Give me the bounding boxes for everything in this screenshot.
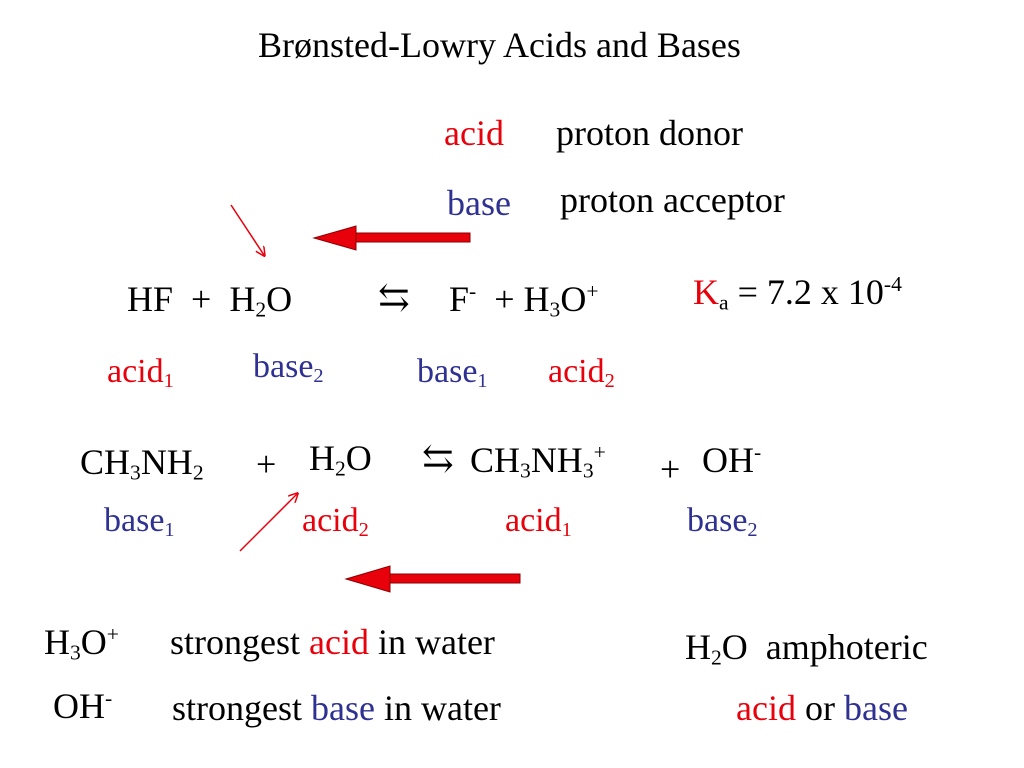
eq2-ch-sub: 3 <box>130 460 141 485</box>
eq2-label-acid2-text: acid <box>302 502 359 539</box>
eq1-h3o-sub: 3 <box>549 297 561 322</box>
ka-value: = 7.2 x 10 <box>728 272 884 312</box>
eq1-f-charge: - <box>469 279 477 304</box>
eq1-label-acid2-text: acid <box>548 353 605 390</box>
eq2-oh: OH <box>702 440 754 480</box>
eq1-water-sub: 2 <box>255 297 267 322</box>
eq2-water-h: H <box>309 438 335 478</box>
eq1-water-h: H <box>229 279 256 319</box>
amph-sub: 2 <box>711 645 722 670</box>
eq2-p-charge: + <box>593 440 606 465</box>
eq2-label-acid1-text: acid <box>505 502 562 539</box>
eq2-p-ch-sub: 3 <box>520 458 531 483</box>
eq2-oh-charge: - <box>754 440 762 465</box>
eq1-hf: HF <box>127 279 174 319</box>
bottom-h3o-h: H <box>44 622 70 662</box>
eq1-label-acid2-sub: 2 <box>604 370 615 393</box>
strongest-base-word: base <box>311 688 375 728</box>
eq2-ch: CH <box>80 442 131 482</box>
eq1-water-o: O <box>266 279 293 319</box>
strongest-base-pre: strongest <box>172 688 311 728</box>
eq2-nh-sub: 2 <box>192 460 204 485</box>
eq1-label-base1-text: base <box>417 353 478 390</box>
eq1-label-acid1-sub: 1 <box>163 370 174 393</box>
eq2-water-sub: 2 <box>335 456 346 481</box>
eq2-plus-1: + <box>256 444 277 484</box>
eq1-f: F <box>449 279 470 319</box>
big-left-arrow-icon <box>314 226 470 250</box>
eq1-label-base1-sub: 1 <box>477 370 488 393</box>
eq2-water-o: O <box>345 438 372 478</box>
strongest-base-post: in water <box>374 688 501 728</box>
amphoteric-word: amphoteric <box>765 627 928 667</box>
acid-definition: proton donor <box>556 113 743 153</box>
eq2-label-base1-text: base <box>104 502 165 539</box>
eq2-p-ch: CH <box>470 440 521 480</box>
amph-o: O <box>721 627 748 667</box>
base-definition: proton acceptor <box>560 180 785 220</box>
eq1-label-base2-sub: 2 <box>313 365 324 388</box>
eq2-label-base2-text: base <box>687 502 748 539</box>
equilibrium-arrow-icon: ⇆ <box>378 277 410 319</box>
bottom-h3o-charge: + <box>106 622 119 647</box>
strongest-acid-post: in water <box>368 622 495 662</box>
eq1-label-acid1-text: acid <box>107 353 164 390</box>
eq1-h3o-o: O <box>560 279 587 319</box>
ka-sub: a <box>719 290 729 315</box>
eq1-h3o-charge: + <box>586 279 599 304</box>
bottom-h3o-o: O <box>80 622 107 662</box>
eq2-p-nh-sub: 3 <box>582 458 594 483</box>
eq2-label-base2-sub: 2 <box>747 519 758 542</box>
amph-h: H <box>685 627 711 667</box>
acid-or-base-or: or <box>795 688 844 728</box>
bottom-h3o-sub: 3 <box>70 640 81 665</box>
bottom-oh-charge: - <box>105 686 113 711</box>
equilibrium-arrow-icon: ⇆ <box>422 438 454 480</box>
page-title: Brønsted-Lowry Acids and Bases <box>258 25 741 65</box>
strongest-acid-word: acid <box>309 622 369 662</box>
eq1-plus: + <box>191 279 212 319</box>
acid-or-base-acid: acid <box>736 688 796 728</box>
proton-transfer-arrow-icon <box>231 205 264 255</box>
eq2-plus-2: + <box>660 449 681 489</box>
eq2-nh: NH <box>140 442 193 482</box>
strongest-acid-pre: strongest <box>170 622 309 662</box>
proton-transfer-arrow-icon <box>240 494 297 551</box>
base-term: base <box>447 183 511 223</box>
eq1-plus-h: + H <box>494 279 550 319</box>
eq2-p-nh: NH <box>530 440 583 480</box>
ka-k: K <box>693 272 719 312</box>
eq2-label-acid2-sub: 2 <box>358 519 369 542</box>
eq2-label-base1-sub: 1 <box>164 519 175 542</box>
ka-exponent: -4 <box>883 272 902 297</box>
big-left-arrow-icon <box>346 566 520 592</box>
eq2-label-acid1-sub: 1 <box>561 519 572 542</box>
acid-term: acid <box>444 113 504 153</box>
acid-or-base-base: base <box>843 688 908 728</box>
bottom-oh: OH <box>53 686 105 726</box>
eq1-label-base2-text: base <box>253 348 314 385</box>
